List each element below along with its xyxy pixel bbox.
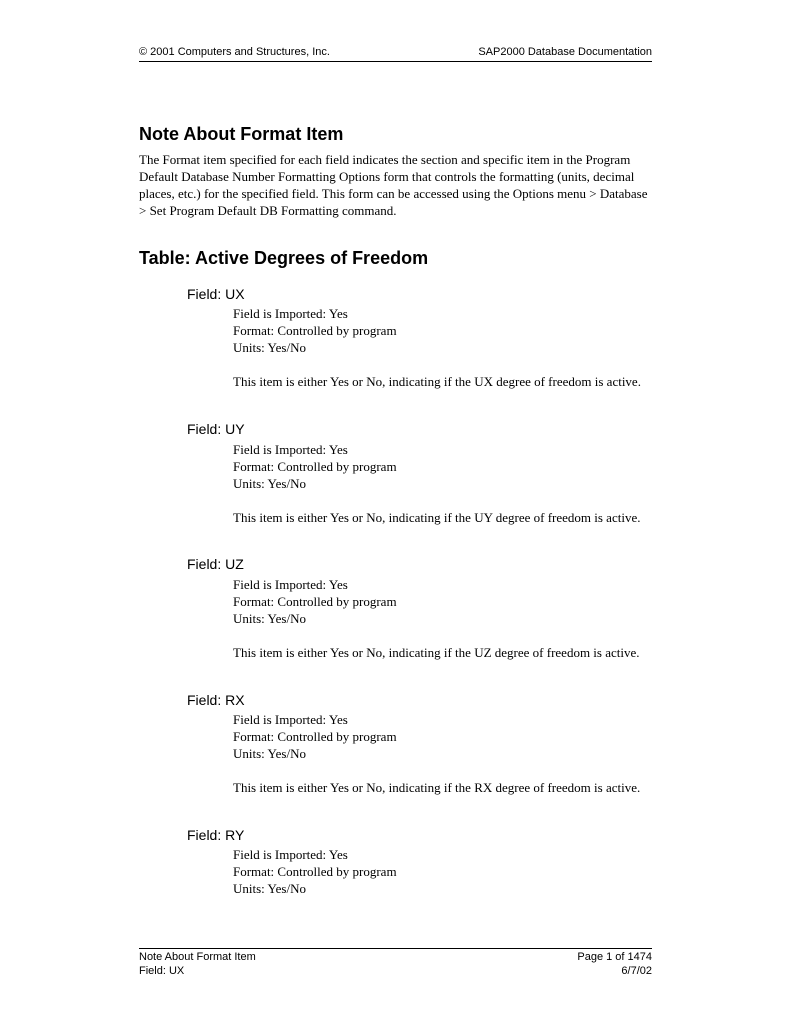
field-format: Format: Controlled by program <box>233 594 397 609</box>
field-imported: Field is Imported: Yes <box>233 306 348 321</box>
field-imported: Field is Imported: Yes <box>233 847 348 862</box>
header-copyright: © 2001 Computers and Structures, Inc. <box>139 46 330 58</box>
field-imported: Field is Imported: Yes <box>233 712 348 727</box>
page-footer <box>139 948 652 979</box>
field-units: Units: Yes/No <box>233 476 306 491</box>
footer-section-name: Note About Format Item <box>139 951 256 963</box>
field-description: This item is either Yes or No, indicating if the UX degree of freedom is active. <box>233 374 641 389</box>
table-heading: Table: Active Degrees of Freedom <box>139 248 429 268</box>
field-label-uz: Field: UZ <box>187 556 244 572</box>
field-label-uy: Field: UY <box>187 421 245 437</box>
field-label-rx: Field: RX <box>187 692 245 708</box>
field-label-ry: Field: RY <box>187 827 245 843</box>
field-units: Units: Yes/No <box>233 340 306 355</box>
field-imported: Field is Imported: Yes <box>233 442 348 457</box>
field-body-uz <box>233 576 653 661</box>
field-description: This item is either Yes or No, indicating if the UY degree of freedom is active. <box>233 510 641 525</box>
note-paragraph: The Format item specified for each field indicates the section and specific item in the Program Default Database Number Formatting Options form that controls the formatting (units, decimal places, etc.) for the specified field. This form can be accessed using the Options menu > Database > Set Program Default DB Formatting command. <box>139 152 648 218</box>
field-description: This item is either Yes or No, indicating if the RX degree of freedom is active. <box>233 780 641 795</box>
field-format: Format: Controlled by program <box>233 864 397 879</box>
field-label-ux: Field: UX <box>187 286 245 302</box>
field-units: Units: Yes/No <box>233 746 306 761</box>
footer-page-number: Page 1 of 1474 <box>577 951 652 963</box>
header-doc-title: SAP2000 Database Documentation <box>478 46 652 58</box>
field-body-rx <box>233 711 653 796</box>
note-heading: Note About Format Item <box>139 124 344 144</box>
field-description: This item is either Yes or No, indicating if the UZ degree of freedom is active. <box>233 645 640 660</box>
field-body-ry <box>233 846 653 897</box>
field-units: Units: Yes/No <box>233 881 306 896</box>
field-body-ux <box>233 305 653 390</box>
field-body-uy <box>233 441 653 526</box>
footer-date: 6/7/02 <box>621 965 652 977</box>
field-imported: Field is Imported: Yes <box>233 577 348 592</box>
field-format: Format: Controlled by program <box>233 729 397 744</box>
footer-field-name: Field: UX <box>139 965 185 977</box>
field-format: Format: Controlled by program <box>233 459 397 474</box>
field-units: Units: Yes/No <box>233 611 306 626</box>
page-header <box>139 45 652 62</box>
field-format: Format: Controlled by program <box>233 323 397 338</box>
